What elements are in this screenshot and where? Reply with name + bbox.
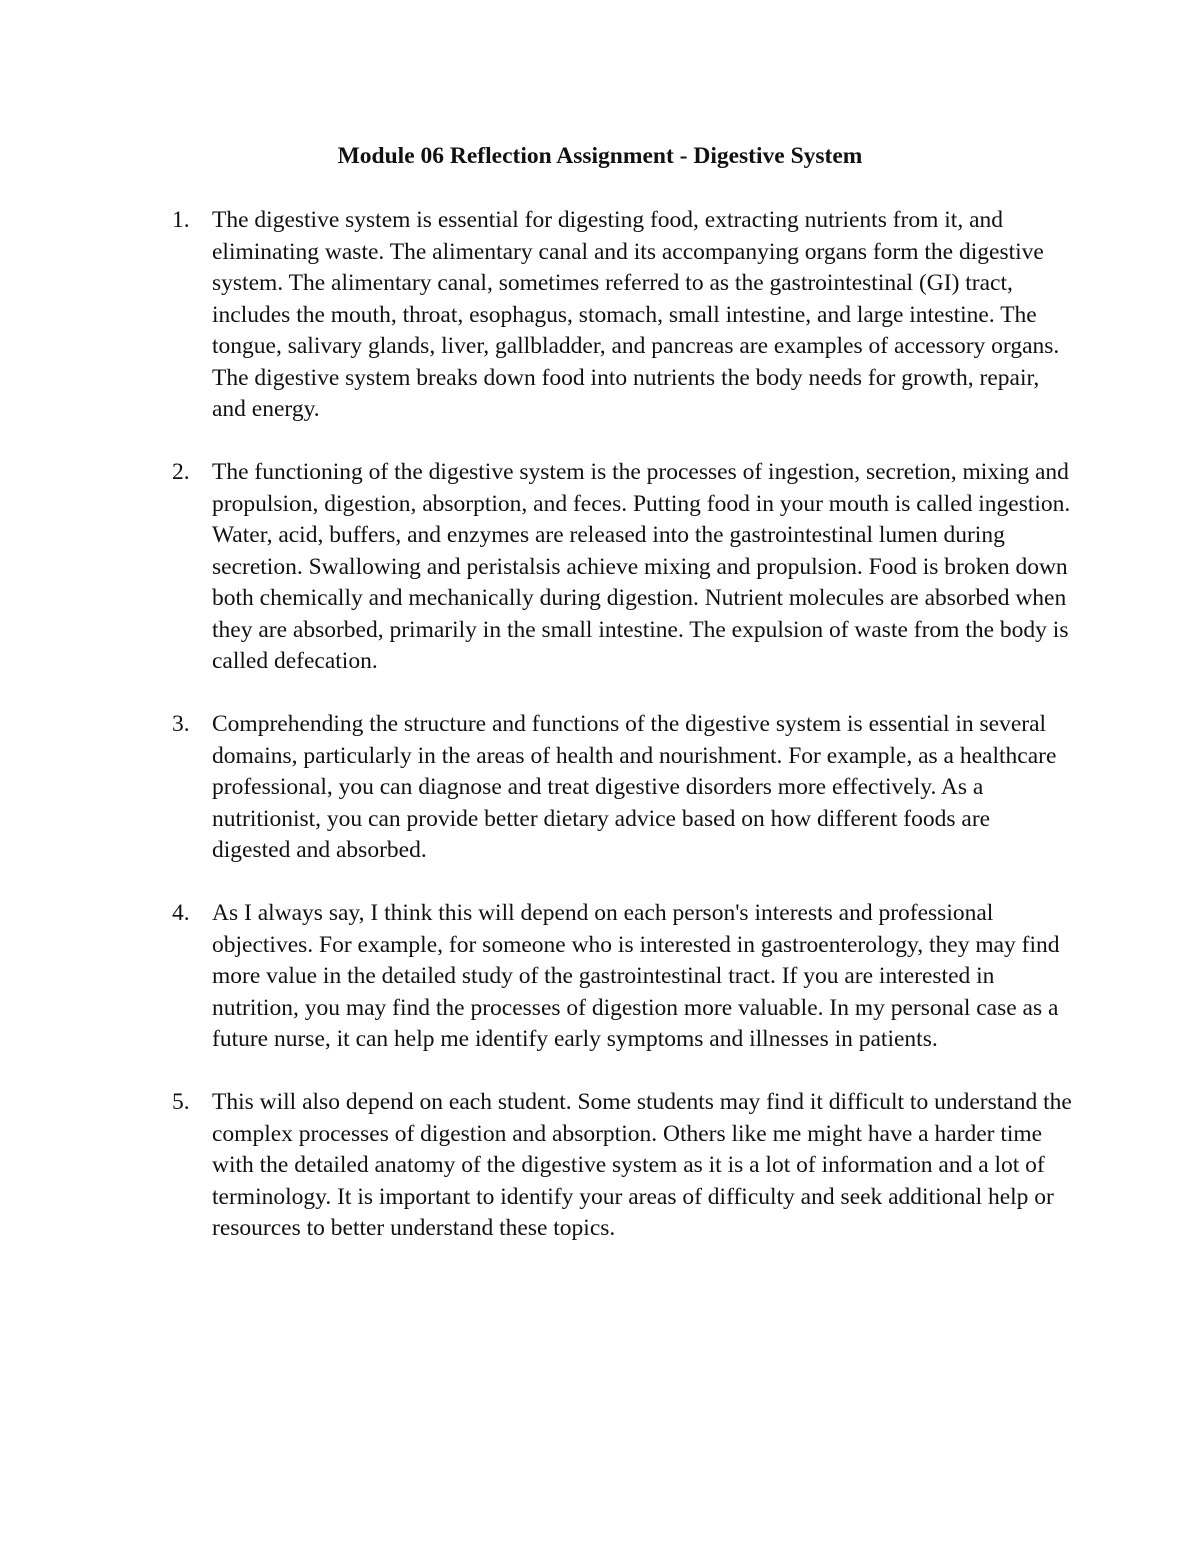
- list-number: 3.: [172, 711, 190, 737]
- list-number: 4.: [172, 900, 190, 926]
- list-item-text: The digestive system is essential for digesting food, extracting nutrients from it, and eliminating waste. The alimentary canal and its accompanying organs form the digestive system. The alimentary canal, sometimes referred to as the gastrointestinal (GI) tract, includes the mouth, throat, esophagus, stomach, small intestine, and large intestine. The tongue, salivary glands, liver, gallbladder, and pancreas are examples of accessory organs. The digestive system breaks down food into nutrients the body needs for growth, repair, and energy.: [212, 207, 1060, 422]
- list-item-text: The functioning of the digestive system is the processes of ingestion, secretion, mixing and propulsion, digestion, absorption, and feces. Putting food in your mouth is called ingestion. Water, acid, buffers, and enzymes are released into the gastrointestinal lumen during secretion. Swallowing and peristalsis achieve mixing and propulsion. Food is broken down both chemically and mechanically during digestion. Nutrient molecules are absorbed when they are absorbed, primarily in the small intestine. The expulsion of waste from the body is called defecation.: [212, 459, 1071, 674]
- answer-list: [172, 205, 1072, 1276]
- list-number: 1.: [172, 207, 190, 233]
- list-number: 5.: [172, 1089, 190, 1115]
- list-item-text: This will also depend on each student. Some students may find it difficult to understand the complex processes of digestion and absorption. Others like me might have a harder time with the detailed anatomy of the digestive system as it is a lot of information and a lot of terminology. It is important to identify your areas of difficulty and seek additional help or resources to better understand these topics.: [212, 1089, 1072, 1241]
- list-item-text: As I always say, I think this will depend on each person's interests and professional objectives. For example, for someone who is interested in gastroenterology, they may find more value in the detailed study of the gastrointestinal tract. If you are interested in nutrition, you may find the processes of digestion more valuable. In my personal case as a future nurse, it can help me identify early symptoms and illnesses in patients.: [212, 900, 1060, 1052]
- list-item-5: [172, 1087, 1072, 1245]
- list-item-1: [172, 205, 1072, 426]
- list-item-2: [172, 457, 1072, 678]
- page-title: Module 06 Reflection Assignment - Digestive System: [337, 143, 863, 169]
- list-item-4: [172, 898, 1072, 1056]
- list-item-text: Comprehending the structure and functions of the digestive system is essential in several domains, particularly in the areas of health and nourishment. For example, as a healthcare professional, you can diagnose and treat digestive disorders more effectively. As a nutritionist, you can provide better dietary advice based on how different foods are digested and absorbed.: [212, 711, 1057, 863]
- list-item-3: [172, 709, 1072, 867]
- list-number: 2.: [172, 459, 190, 485]
